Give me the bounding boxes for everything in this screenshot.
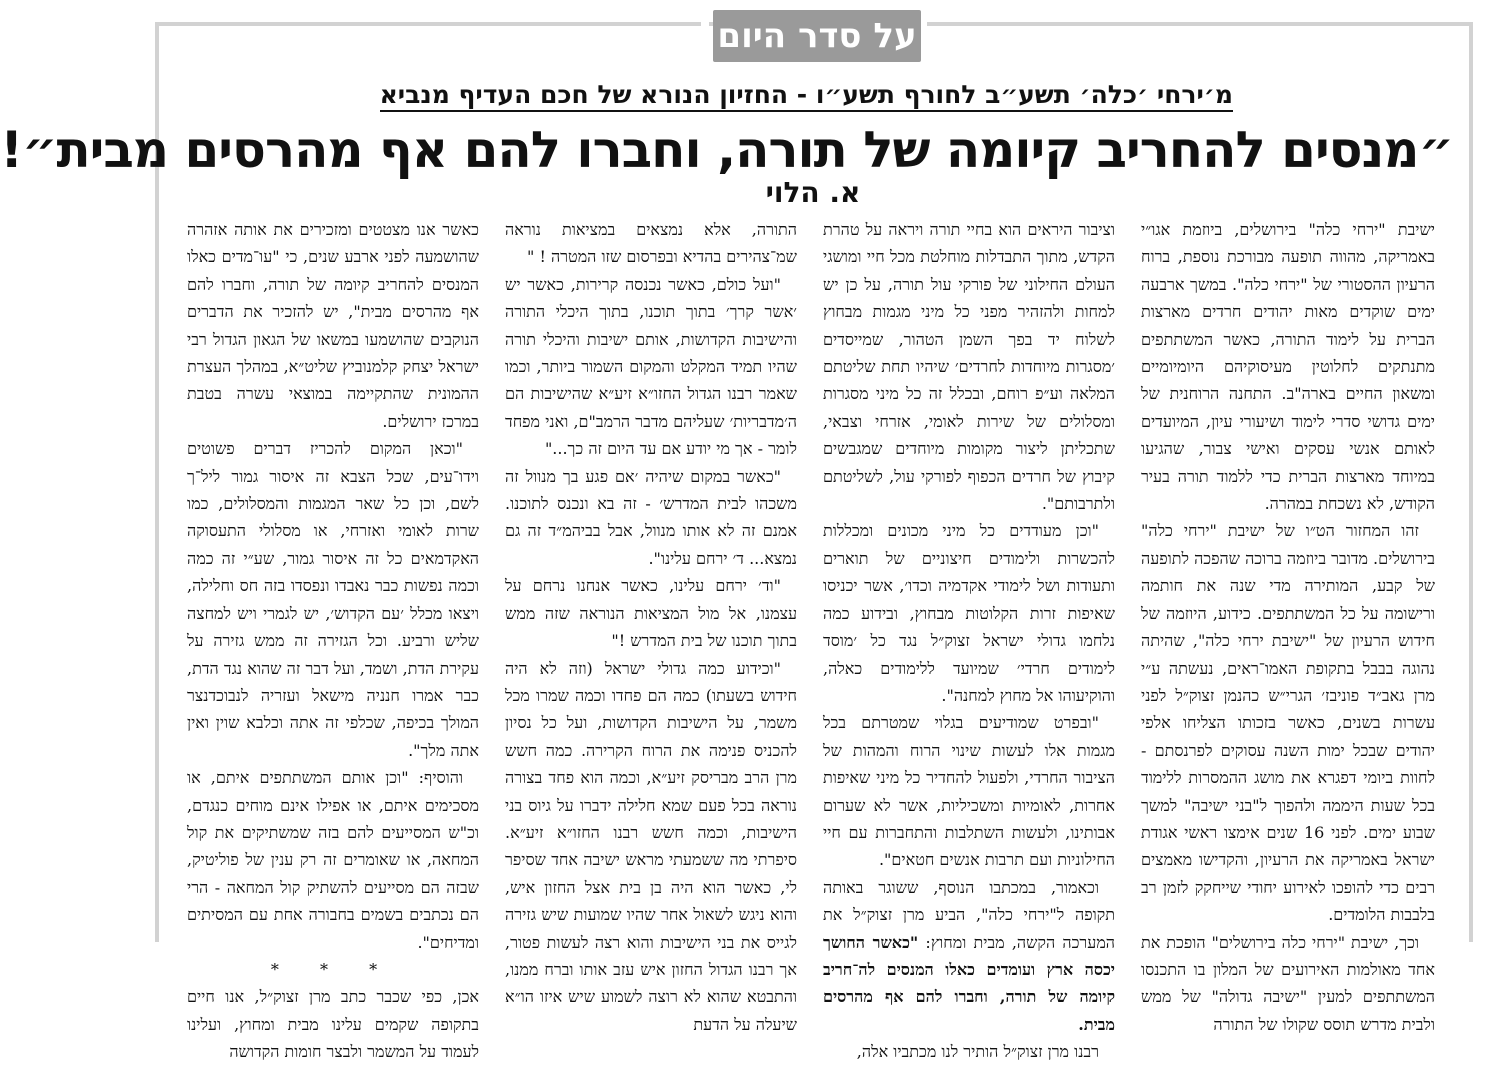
paragraph-text: כאשר אנו מצטטים ומזכירים את אותה אזהרה שהושמעה לפני ארבע שנים, כי "עו־מדים כאלו המנסים להחריב קיומה של תורה, וחברו להם אף מהרסים מבית", יש להזכיר את הדברים הנוקבים שהושמעו במשאו של הגאון הגדול רבי ישראל יצחק קלמנוביץ שליט״א, במהלך העצרת ההמונית שהתקיימה במוצאי עשרה בטבת במרכז ירושלים.: [187, 220, 479, 431]
text-column-1: [1141, 216, 1436, 1034]
paragraph-text: רבנו מרן זצוק״ל הותיר לנו מכתביו אלה,: [856, 1042, 1099, 1062]
paragraph: [187, 216, 479, 435]
paragraph-text: "ובפרט שמודיעים בגלוי שמטרתם בכל מגמות אלו לעשות שינוי הרוח והמהות של הציבור החרדי, ולפעול להחדיר כל מיני שאיפות אחרות, לאומיות ומשכיליות, אשר לא שערום אבותינו, ולעשות השתלבות והתחברות עם חיי החילוניות ועם תרבות אנשים חטאים".: [823, 713, 1115, 870]
paragraph-text: "כאשר במקום שיהיה ׳אם פגע בך מנוול זה משכהו לבית המדרש׳ - זה בא ונכנס לתוכנו. אמנם זה לא אותו מנוול, אבל בביהמ״ד זה גם נמצא... ד׳ ירחם עלינו".: [505, 466, 797, 568]
paragraph: [823, 709, 1115, 873]
paragraph-text: והוסיף: "וכן אותם המשתתפים איתם, או מסכימים איתם, או אפילו אינם מוחים כנגדם, וכ"ש המסייעים להם בזה שמשתיקים את קול המחאה, או שאומרים זה רק ענין של פוליטיק, שבזה הם מסייעים להשתיק קול המחאה - הרי הם נכתבים בשמים בחבורה אחת עם המסיתים ומדיחים".: [187, 768, 479, 952]
paragraph-text: * * *: [270, 959, 396, 979]
paragraph: [187, 956, 479, 983]
paragraph: [505, 271, 797, 463]
paragraph-text: זהו המחזור הט״ו של ישיבת "ירחי כלה" בירושלים. מדובר ביוזמה ברוכה שהפכה לתופעה של קבע, המותירה מדי שנה את חותמה ורישומה על כל המשתתפים. כידוע, היוזמה של חידוש הרעיון של "ישיבת ירחי כלה", שהיתה נהוגה בבבל בתקופת האמו־ראים, נעשתה ע״י מרן גאב״ד פוניבז׳ הגרי״ש כהנמן זצוק״ל לפני עשרות בשנים, כאשר בזכותו הצליחו אלפי יהודים שבכל ימות השנה עסוקים לפרנסתם - לחוות ביומי דפגרא את מושג ההמסרות ללימוד בכל שעות היממה ולהפוך ל"בני ישיבה" למשך שבוע ימים. לפני 16 שנים אימצו ראשי אגודת ישראל באמריקה את הרעיון, והקדישו מאמצים רבים כדי להופכו לאירוע יחודי שייחקק לזמן רב בלבבות הלומדים.: [1141, 521, 1436, 925]
paragraph: [505, 655, 797, 1039]
paragraph-text: "וכן מעודדים כל מיני מכונים ומכללות להכשרות ולימודים חיצוניים של תוארים ותעודות ושל לימודי אקדמיה וכדו׳, אשר יכניסו שאיפות זרות הקלוטות מבחוץ, ובידוע כמה נלחמו גדולי ישראל זצוק״ל נגד כל ׳מוסד לימודים חרדי׳ שמיועד ללימודים כאלה, והוקיעוהו אל מחוץ למחנה".: [823, 521, 1115, 705]
paragraph: [1141, 517, 1435, 928]
paragraph: [505, 463, 797, 573]
paragraph: [1141, 929, 1435, 1039]
paragraph-text: וכך, ישיבת "ירחי כלה בירושלים" הופכת את אחד מאולמות האירועים של המלון בו התכנסו המשתתפים למעין "ישיבה גדולה" של ממש ולבית מדרש תוסס שקולו של התורה: [1141, 932, 1435, 1034]
paragraph: [187, 983, 479, 1065]
text-column-2: [823, 216, 1116, 1062]
paragraph: [187, 435, 479, 764]
paragraph-text: אכן, כפי שכבר כתב מרן זצוק״ל, אנו חיים בתקופה שקמים עלינו מבית ומחוץ, ועלינו לעמוד על המשמר ולבצר חומות הקדושה: [187, 987, 479, 1062]
text-column-4: [187, 216, 479, 1062]
section-label-tab: [713, 10, 921, 62]
paragraph: [505, 572, 797, 654]
paragraph-text: וציבור היראים הוא בחיי תורה ויראה על טהרת הקדש, מתוך התבדלות מוחלטת מכל חיי ומושגי העולם החילוני של פורקי עול תורה, על כן יש למחות ולהזהיר מפני כל מיני מגמות מבחוץ לשלוח יד בפך השמן הטהור, שמייסדים ׳מסגרות מיוחדות לחרדים׳ שיהיו תחת שליטתם המלאה וע״פ רוחם, ובכלל זה כל מיני מסגרות ומסלולים של שירות לאומי, אזרחי וצבאי, שתכליתן ליצור מקומות מיוחדים שמגבשים קיבוץ של חרדים הכפוף לפורקי עול, לשליטתם ולתרבותם".: [823, 220, 1115, 514]
paragraph: [823, 874, 1115, 1038]
paragraph-text: "ועל כולם, כאשר נכנסה קרירות, כאשר יש ׳אשר קרך׳ בתוך תוכנו, בתוך היכלי התורה והישיבות הקדושות, אותם ישיבות והיכלי תורה שהיו תמיד המקלט והמקום השמור ביותר, וכמו שאמר רבנו הגדול החזו״א זיע״א שהישיבות הם ה׳מדבריות׳ שעליהם מדבר הרמב"ם, ואני מפחד לומר - אך מי יודע אם עד היום זה כך...": [505, 274, 797, 459]
paragraph: [187, 764, 479, 956]
section-label: על סדר היום: [717, 16, 917, 56]
paragraph-text: "וכידוע כמה גדולי ישראל (וזה לא היה חידוש בשעתו) כמה הם פחדו וכמה שמרו מכל משמר, על הישיבות הקדושות, ועל כל נסיון להכניס פנימה את הרוח הקרירה. כמה חשש מרן הרב מבריסק זיע״א, וכמה הוא פחד בצורה נוראה בכל פעם שמא חלילה ידברו על גיוס בני הישיבות, וכמה חשש רבנו החזו״א זיע״א. סיפרתי מה ששמעתי מראש ישיבה אחד שסיפר לי, כאשר הוא היה בן בית אצל החזון איש, והוא ניגש לשאול אחר שהיו שמועות שיש גזירה לגייס את בני הישיבות והוא רצה לעשות פטור, אך רבנו הגדול החזון איש עזב אותו וברח ממנו, והתבטא שהוא לא רוצה לשמוע שיש איזו הו״א שיעלה על הדעת: [505, 658, 797, 1034]
paragraph: [823, 216, 1115, 517]
paragraph: [823, 517, 1115, 709]
paragraph-text: התורה, אלא נמצאים במציאות נוראה שמ־צהירים בהדיא ובפרסום שזו המטרה ! ": [505, 220, 797, 267]
text-column-3: [505, 216, 797, 1034]
paragraph: [823, 1038, 1115, 1065]
subtitle-text: מ׳ירחי ׳כלה׳ תשע״ב לחורף תשע״ו - החזיון הנורא של חכם העדיף מנביא: [380, 80, 1233, 112]
paragraph: [1141, 216, 1435, 517]
article-headline: ״מנסים להחריב קיומה של תורה, וחברו להם אף מהרסים מבית״!: [0, 121, 1453, 179]
paragraph-text: "וד׳ ירחם עלינו, כאשר אנחנו נרחם על עצמנו, אל מול המציאות הנוראה שזה ממש בתוך תוכנו של בית המדרש !": [505, 576, 797, 651]
paragraph: [505, 216, 797, 271]
tab-gap-left: [701, 6, 709, 66]
paragraph-text: ישיבת "ירחי כלה" בירושלים, ביוזמת אגו״י באמריקה, מהווה תופעה מבורכת נוספת, ברוח הרעיון ההסטורי של "ירחי כלה". במשך ארבעה ימים שוקדים מאות יהודים חרדים מארצות הברית על לימוד התורה, כאשר המשתתפים מתנתקים לחלוטין מעיסוקיהם היומיומיים ומשאון החיים בארה"ב. התחנה הרוחנית של ימים גדושי סדרי לימוד ושיעורי עיון, המיועדים לאותם אנשי עסקים ואישי צבור, שהגיעו במיוחד מארצות הברית כדי ללמוד תורה בעיר הקודש, לא נשכחת במהרה.: [1141, 220, 1435, 514]
article-subtitle: [379, 78, 1233, 112]
paragraph-text: וכאמור, במכתבו הנוסף, ששוגר באותה תקופה ל"ירחי כלה", הביע מרן זצוק״ל את המערכה הקשה, מבית ומחוץ:: [823, 877, 1116, 952]
article-author: א. הלוי: [765, 176, 861, 209]
paragraph-bold-quote: "כאשר החושך יכסה ארץ ועומדים כאלו המנסים לה־חריב קיומה של תורה, וחברו להם אף מהרסים מבית.: [823, 932, 1115, 1034]
paragraph-text: "וכאן המקום להכריז דברים פשוטים וידו־עים, שכל הצבא זה איסור גמור ליל־ך לשם, וכן כל שאר המגמות והמסלולים, כמו שרות לאומי ואזרחי, או מסלולי התעסוקה האקדמאים כל זה איסור גמור, שע״י זה כמה וכמה נפשות כבר נאבדו ונפסדו בזה חס וחלילה, ויצאו מכלל ׳עם הקדוש׳, יש לגמרי ויש למחצה שליש ורביע. וכל הגזירה זה ממש גזירה על עקירת הדת, ושמד, ועל דבר זה שהוא נגד הדת, כבר אמרו חנניה מישאל ועזריה לנבוכדנצר המולך בכיפה, שכלפי זה אתה וכלבא שוין ואין אתה מלך".: [187, 439, 479, 760]
